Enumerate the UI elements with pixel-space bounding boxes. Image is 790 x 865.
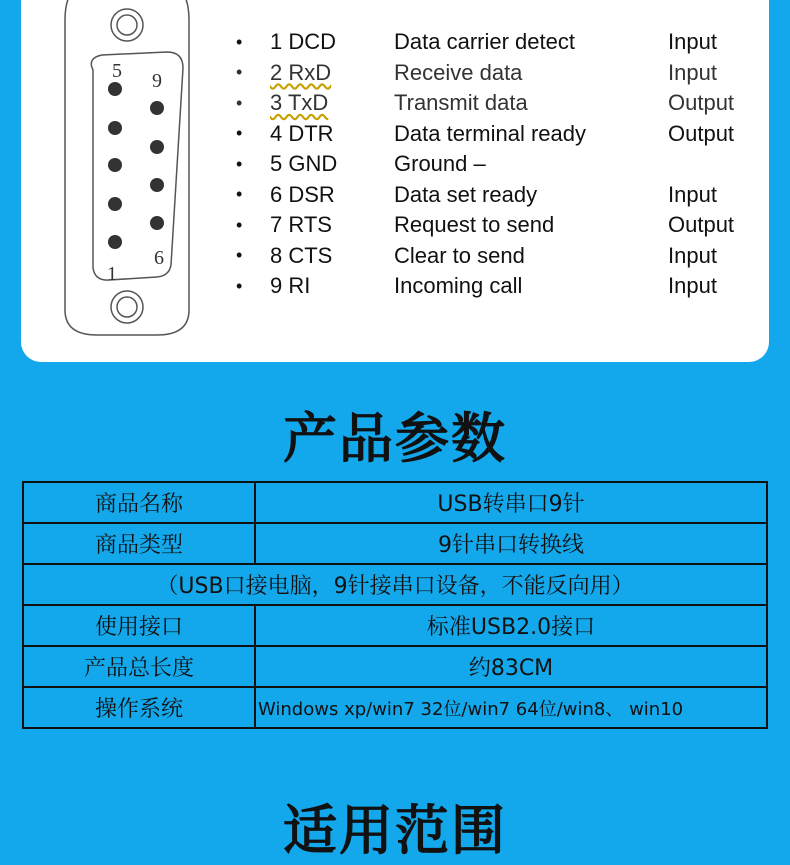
pin-description: Data carrier detect [394,29,575,55]
pin-name: 2 RxD [270,59,332,85]
pin-row: • 1 DCD Data carrier detect Input [236,27,788,58]
param-value: 标准USB2.0接口 [255,605,767,646]
pin-label-1: 1 [107,263,117,285]
param-label: 商品类型 [23,523,255,564]
db9-connector-diagram [57,0,197,340]
pin-row: • 5 GND Ground – [236,149,788,180]
pin-name: 1 DCD [270,29,337,55]
param-value: USB转串口9针 [255,482,767,523]
pin-description: Clear to send [394,242,525,268]
pin-name: 7 RTS [270,212,332,238]
table-row [23,482,767,523]
param-value: Windows xp/win7 32位/win7 64位/win8、 win10 [255,687,767,728]
pin-name: 9 RI [270,273,311,299]
pin-label-5: 5 [112,60,122,82]
pin-direction: Output [668,90,735,116]
scope-title: 适用范围 [283,799,507,862]
param-label: 产品总长度 [23,646,255,687]
pin-description: Incoming call [394,273,523,299]
pin-direction: Input [668,181,717,207]
pin-label-6: 6 [154,247,164,269]
pin-name: 8 CTS [270,242,333,268]
pin-description: Transmit data [394,90,528,116]
table-row [23,605,767,646]
pin-description: Receive data [394,59,523,85]
pin-direction: Input [668,59,717,85]
pin-row: • 9 RI Incoming call Input [236,271,788,302]
pin-description: Ground – [394,151,486,177]
params-title: 产品参数 [283,407,507,470]
pin-row: • 2 RxD Receive data Input [236,58,788,89]
pin-description: Request to send [394,212,555,238]
pin-direction: Output [668,120,735,146]
pin-direction: Output [668,212,735,238]
pin-description: Data set ready [394,181,538,207]
pin-row: • 3 TxD Transmit data Output [236,88,788,119]
pin-row: • 8 CTS Clear to send Input [236,241,788,272]
pin-direction: Input [668,242,717,268]
pin-direction: Input [668,29,717,55]
pin-list [236,27,788,302]
table-row [23,646,767,687]
param-label: 使用接口 [23,605,255,646]
params-table [22,481,768,729]
pin-label-9: 9 [152,70,162,92]
pin-description: Data terminal ready [394,120,586,146]
param-note: （USB口接电脑，9针接串口设备，不能反向用） [23,564,767,605]
pin-name: 5 GND [270,151,338,177]
screw-top-icon [111,9,143,41]
param-value: 9针串口转换线 [255,523,767,564]
pin-row: • 6 DSR Data set ready Input [236,180,788,211]
screw-bottom-icon [111,291,143,323]
pin-name: 4 DTR [270,120,334,146]
param-label: 操作系统 [23,687,255,728]
table-row [23,523,767,564]
pinout-card [21,0,769,362]
table-row [23,564,767,605]
pin-name: 3 TxD [270,90,329,116]
param-value: 约83CM [255,646,767,687]
pin-direction: Input [668,273,717,299]
pin-row: • 7 RTS Request to send Output [236,210,788,241]
table-row [23,687,767,728]
pin-name: 6 DSR [270,181,335,207]
param-label: 商品名称 [23,482,255,523]
pin-row: • 4 DTR Data terminal ready Output [236,119,788,150]
